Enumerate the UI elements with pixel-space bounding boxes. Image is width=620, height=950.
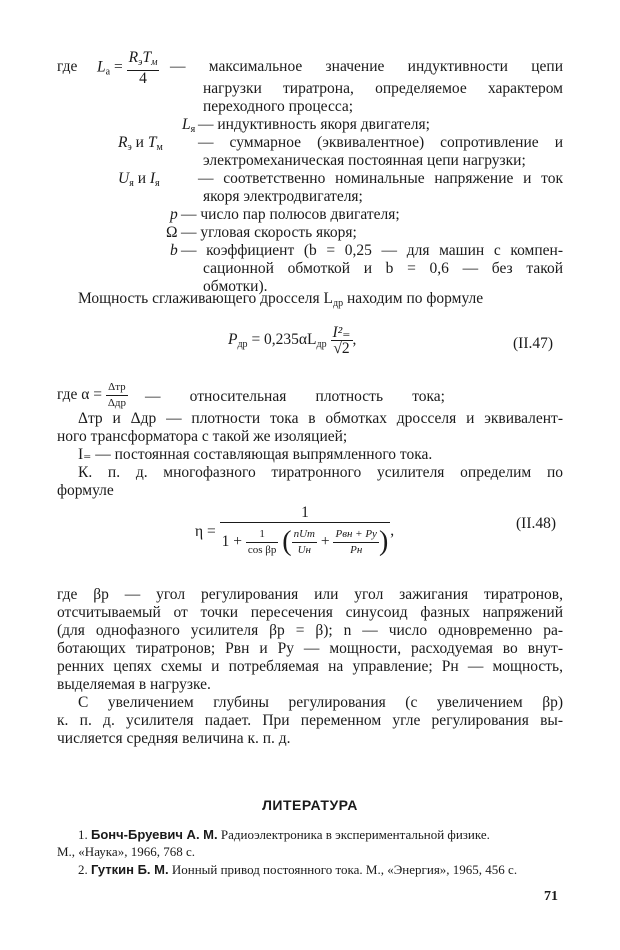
block3-line-3: (для однофазного усилителя βр = β); n — число одновременно ра- — [57, 622, 563, 639]
equation-ii48: η = 1 1 + $\frac{1}{\text{cos βр}}$ ( $\frac{\text{nUт}}{Uн}$ + $\frac{\text{Pвн + Pу}}{Pн}$ ) , — [195, 504, 395, 557]
def-p-text: — число пар полюсов двигателя; — [181, 206, 400, 223]
def-la-line: где — [57, 58, 78, 75]
equation-ii47: $P_{др} = 0,235\alpha L_{др}$ $\frac{\text{I²₌}}{√2}$ , — [228, 324, 357, 357]
def-alpha-text: — относительная плотность тока; — [145, 388, 445, 405]
def-b-symbol: b — [170, 242, 178, 259]
def-ieq: I₌ — постоянная составляющая выпрямленного тока. — [78, 446, 433, 463]
def-omega-symbol: Ω — [166, 224, 178, 241]
references-heading: ЛИТЕРАТУРА — [262, 797, 358, 813]
def-u-text-1: — соответственно номинальные напряжение и ток — [198, 170, 563, 187]
def-delta-1: Δтр и Δдр — плотности тока в обмотках дросселя и эквивалент- — [78, 410, 563, 427]
def-b-text-2: сационной обмоткой и b = 0,6 — без такой — [203, 260, 563, 277]
reference-1-cont: М., «Наука», 1966, 768 с. — [57, 844, 195, 859]
def-p-symbol: p — [170, 206, 178, 223]
def-b-text-1: — коэффициент (b = 0,25 — для машин с компен- — [181, 242, 563, 259]
block3-line-5: ренних цепях схемы и потребляемая на управление; Pн — мощность, — [57, 658, 563, 675]
def-la-text-2: нагрузки тиратрона, определяемое характером — [203, 80, 563, 97]
def-lya-symbol: $L_я$ — [182, 116, 196, 135]
def-alpha: где α = $\frac{\text{Δтр}}{\text{Δдр}}$ — [57, 381, 127, 409]
equation-ii48-number: (II.48) — [516, 515, 557, 532]
def-la-text: — максимальное значение индуктивности цепи — [170, 58, 563, 75]
block3-line-6: выделяемая в нагрузке. — [57, 676, 211, 693]
def-r-text-1: — суммарное (эквивалентное) сопротивление и — [198, 134, 563, 151]
para-ldr: Мощность сглаживающего дросселя $L_{др}$ находим по формуле — [78, 290, 484, 309]
block4-line-1: С увеличением глубины регулирования (с увеличением βр) — [78, 694, 563, 711]
page-number: 71 — [544, 889, 558, 904]
para-kpd-1: К. п. д. многофазного тиратронного усилителя определим по — [78, 464, 563, 481]
def-omega-text: — угловая скорость якоря; — [181, 224, 357, 241]
def-delta-2: ного трансформатора с такой же изоляцией; — [57, 428, 348, 445]
block3-line-1: где βр — угол регулирования или угол зажигания тиратронов, — [57, 586, 563, 603]
equation-ii47-number: (II.47) — [513, 335, 554, 352]
def-r-text-2: электромеханическая постоянная цепи нагрузки; — [203, 152, 526, 169]
block3-line-4: ботающих тиратронов; Pвн и Pу — мощности, расходуемая во внут- — [57, 640, 563, 657]
def-r-symbol: $R_э$ и $T_м$ — [118, 134, 163, 153]
block4-line-3: числяется средняя величина к. п. д. — [57, 730, 291, 747]
block4-line-2: к. п. д. усилителя падает. При переменном угле регулирования вы- — [57, 712, 563, 729]
block3-line-2: отсчитываемый от точки пересечения синусоид фазных напряжений — [57, 604, 563, 621]
def-b-text-3: обмотки). — [203, 278, 268, 295]
def-la-text-3: переходного процесса; — [203, 98, 354, 115]
reference-1: 1. Бонч-Бруевич А. М. Радиоэлектроника в экспериментальной физике. — [78, 827, 490, 842]
para-kpd-2: формуле — [57, 482, 114, 499]
def-lya-text: — индуктивность якоря двигателя; — [198, 116, 430, 133]
def-la-formula: $L_a$ = $\frac{R_эT_м}{4}$ — [97, 49, 158, 87]
reference-2: 2. Гуткин Б. М. Ионный привод постоянного тока. М., «Энергия», 1965, 456 с. — [78, 862, 518, 877]
def-u-text-2: якоря электродвигателя; — [203, 188, 363, 205]
def-u-symbol: $U_я$ и $I_я$ — [118, 170, 160, 189]
